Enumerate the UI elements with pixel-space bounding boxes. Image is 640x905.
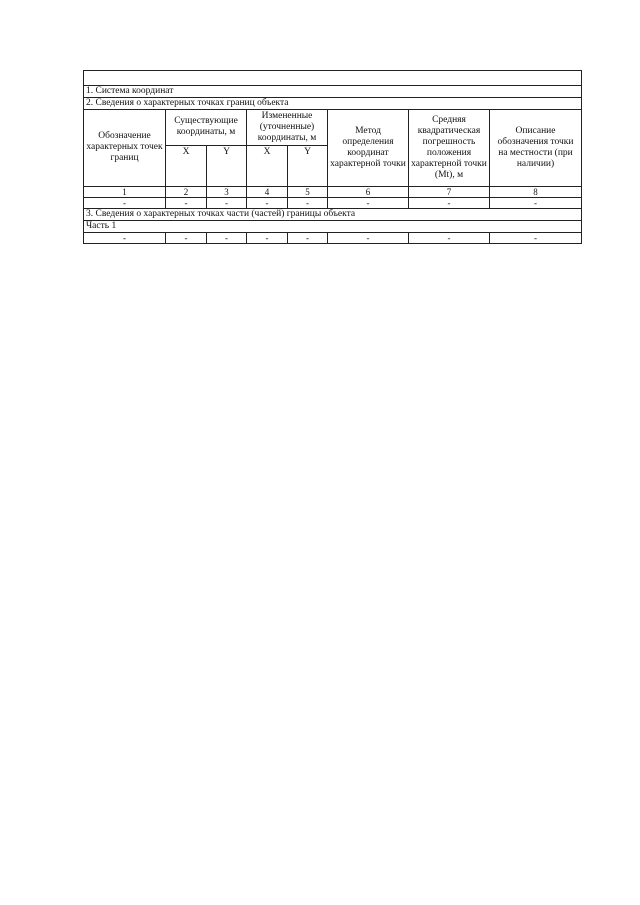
header-point-designation: Обозначение характерных точек границ (84, 109, 166, 186)
column-number: 8 (490, 186, 582, 197)
coordinates-table (83, 70, 582, 244)
table-row (84, 197, 582, 208)
table-row (84, 233, 582, 244)
section-row (84, 209, 582, 221)
column-number: 7 (409, 186, 490, 197)
column-number: 2 (166, 186, 207, 197)
header-description: Описание обозначения точки на местности (при наличии) (490, 109, 582, 186)
column-number: 3 (207, 186, 247, 197)
table-cell: - (288, 233, 328, 244)
header-changed-y: Y (288, 145, 328, 186)
table-cell: - (84, 197, 166, 208)
table-cell: - (409, 197, 490, 208)
part-row (84, 221, 582, 233)
table-cell: - (207, 233, 247, 244)
table-cell: - (490, 197, 582, 208)
section-coordinate-system: 1. Система координат (84, 86, 582, 98)
column-number: 1 (84, 186, 166, 197)
header-row (84, 109, 582, 145)
column-number: 4 (247, 186, 288, 197)
header-method: Метод определения координат характерной точки (328, 109, 409, 186)
part-label: Часть 1 (84, 221, 582, 233)
section-row (84, 86, 582, 98)
table-cell: - (328, 233, 409, 244)
table-cell: - (490, 233, 582, 244)
section-boundary-points: 2. Сведения о характерных точках границ объекта (84, 97, 582, 109)
table-top-row (84, 71, 582, 86)
header-changed-coords: Измененные (уточненные) координаты, м (247, 109, 328, 145)
column-number: 5 (288, 186, 328, 197)
column-number-row (84, 186, 582, 197)
table-cell: - (166, 197, 207, 208)
section-part-points: 3. Сведения о характерных точках части (частей) границы объекта (84, 209, 582, 221)
table-cell: - (409, 233, 490, 244)
empty-cell (84, 71, 582, 86)
table-cell: - (247, 197, 288, 208)
section-row (84, 97, 582, 109)
table-cell: - (207, 197, 247, 208)
column-number: 6 (328, 186, 409, 197)
header-existing-coords: Существующие координаты, м (166, 109, 247, 145)
header-existing-x: X (166, 145, 207, 186)
header-mean-error: Средняя квадратическая погрешность положения характерной точки (Mt), м (409, 109, 490, 186)
table-cell: - (247, 233, 288, 244)
header-changed-x: X (247, 145, 288, 186)
table-cell: - (166, 233, 207, 244)
header-existing-y: Y (207, 145, 247, 186)
table-cell: - (288, 197, 328, 208)
table-cell: - (328, 197, 409, 208)
table-cell: - (84, 233, 166, 244)
